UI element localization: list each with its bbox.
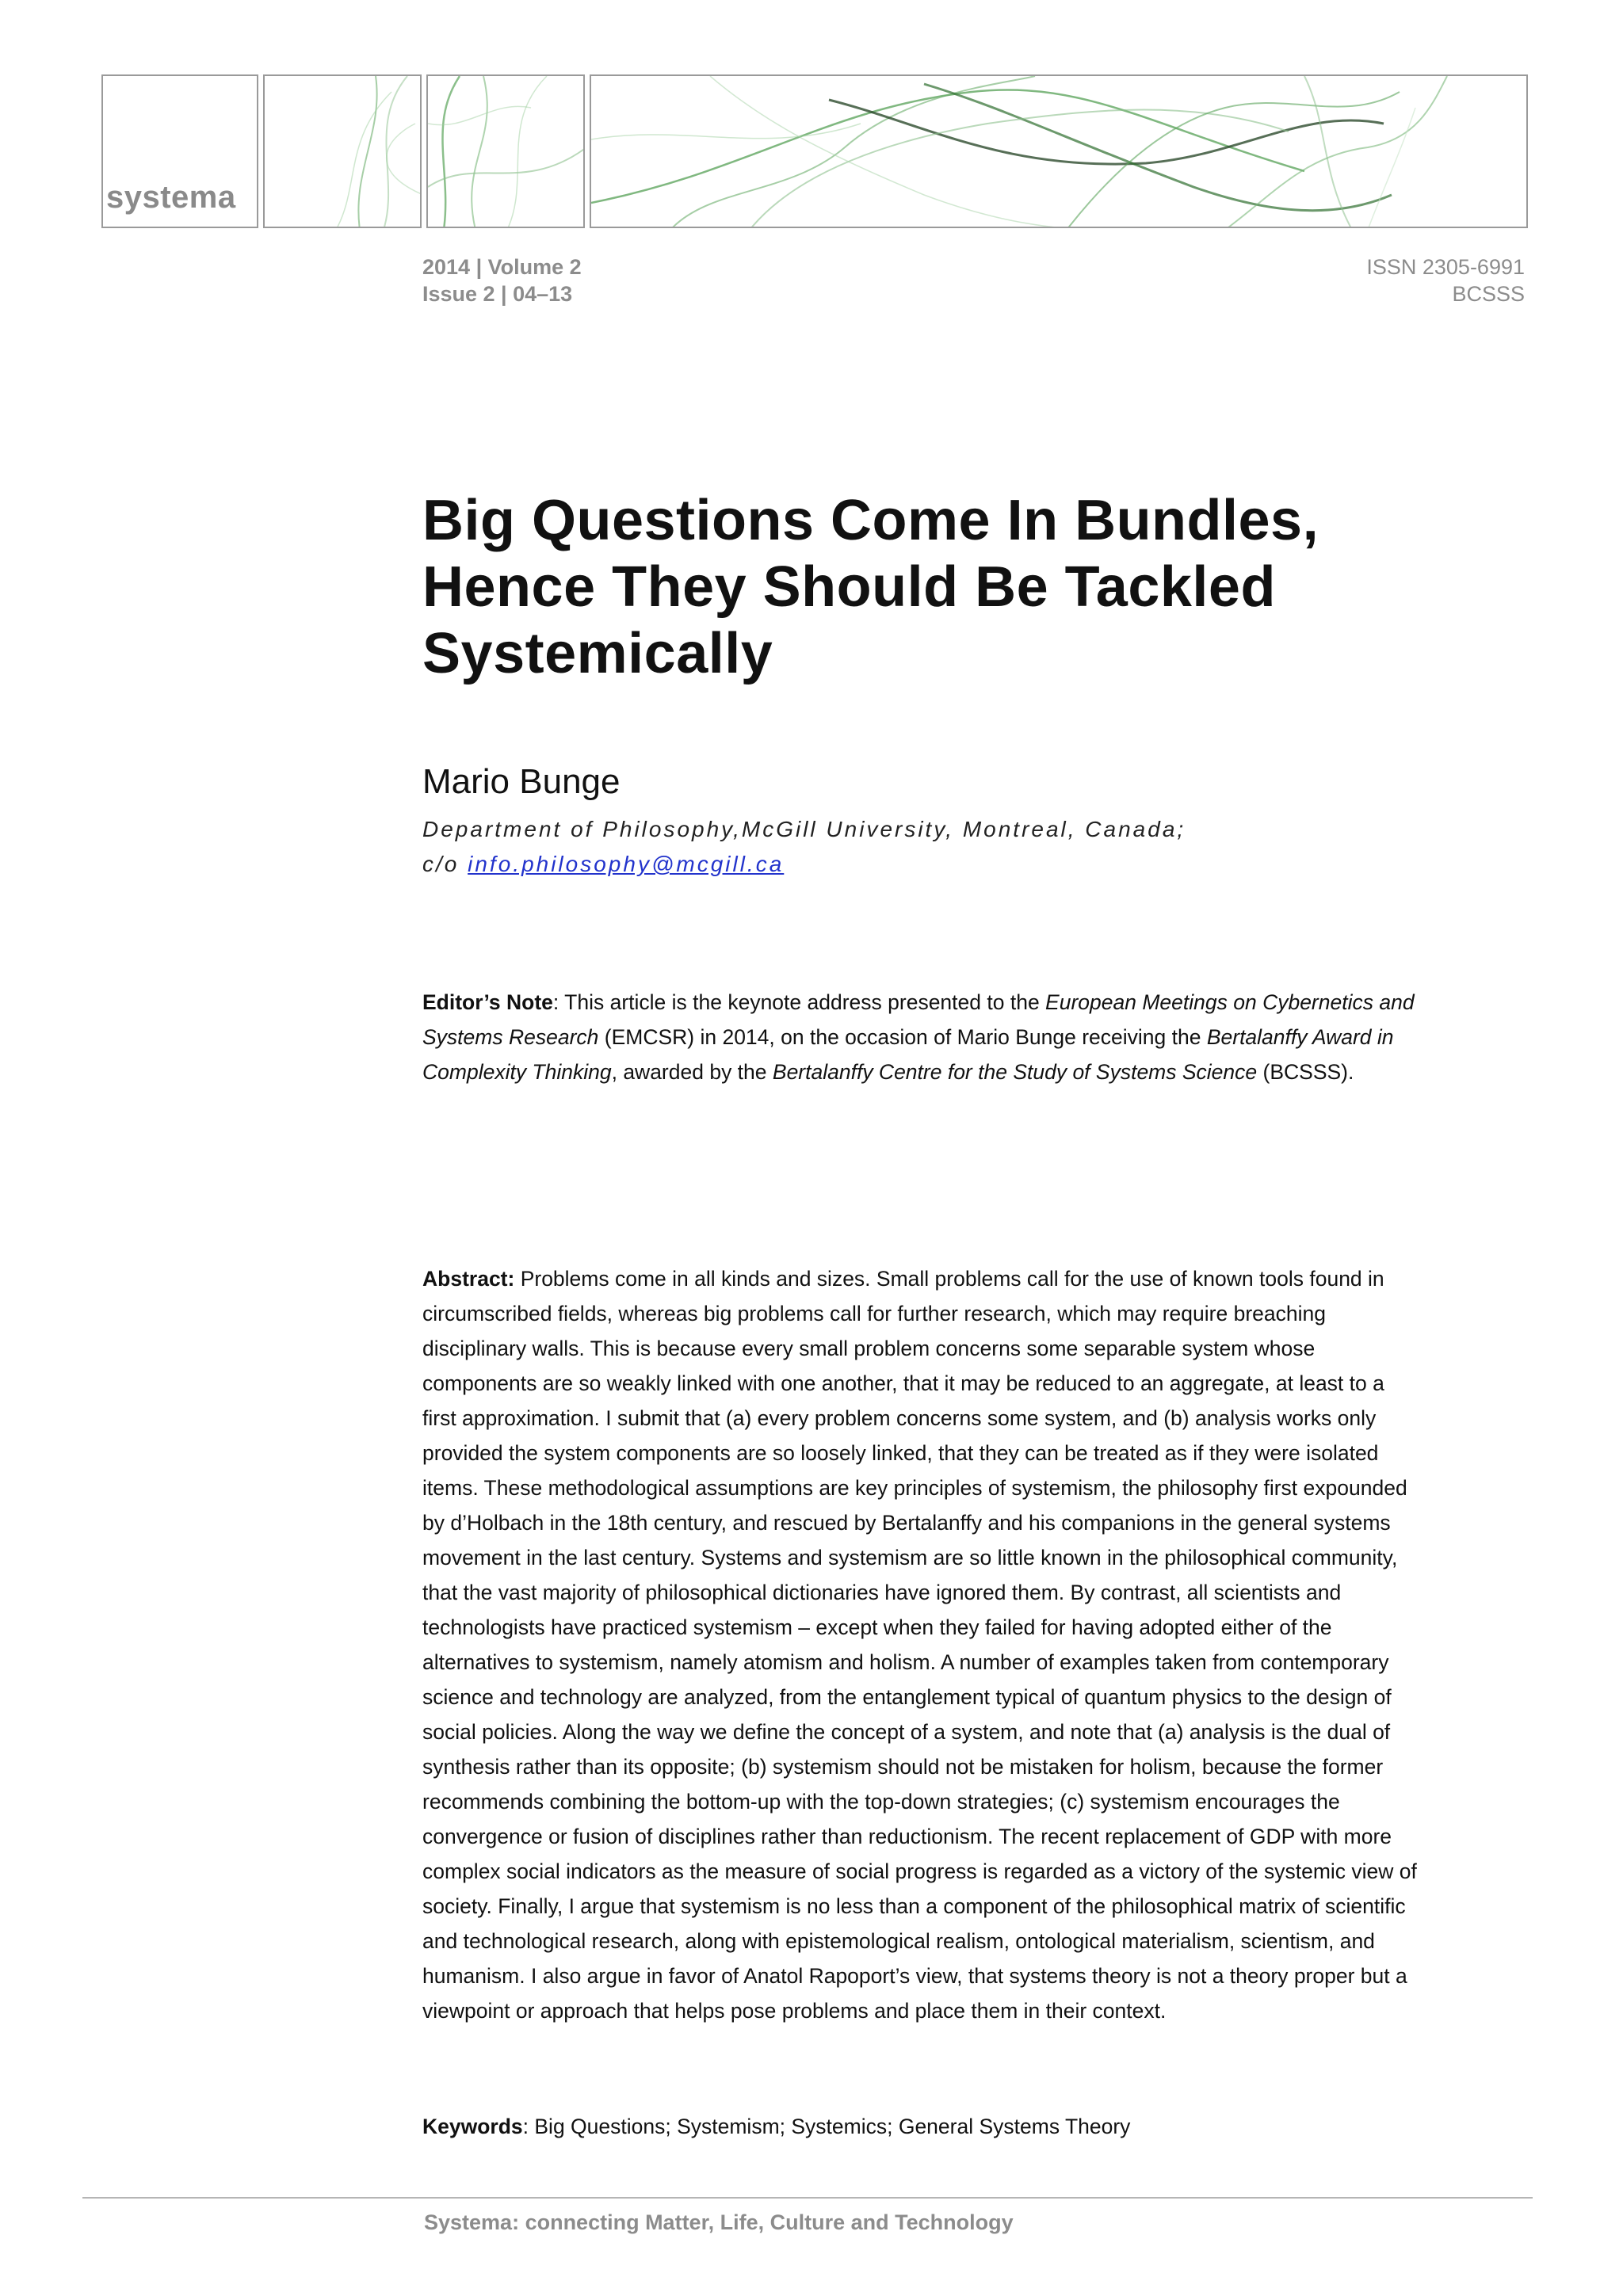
title-line: Big Questions Come In Bundles, [422, 489, 1319, 552]
publisher: BCSSS [1452, 282, 1525, 306]
banner-panel-2 [426, 74, 585, 228]
title-line: Systemically [422, 622, 773, 685]
author-name: Mario Bunge [422, 762, 621, 801]
keywords [422, 2109, 1421, 2144]
editors-note-text: , awarded by the [611, 1060, 773, 1084]
article-title [422, 487, 1453, 687]
author-affiliation [422, 812, 1186, 882]
swirl-art-1 [265, 76, 422, 228]
editors-note-text: (BCSSS). [1257, 1060, 1354, 1084]
abstract [422, 1261, 1421, 2028]
banner-logo-box [101, 74, 258, 228]
editors-note-event: European Meetings on Cybernetics and Systems Research [422, 990, 1415, 1049]
contact-line [422, 847, 1186, 882]
editors-note-text: (EMCSR) in 2014, on the occasion of Mario Bunge receiving the [598, 1025, 1207, 1049]
footer-divider [82, 2197, 1533, 2199]
issue-pages: Issue 2 | 04–13 [422, 282, 573, 306]
swirl-art-2 [428, 76, 585, 228]
footer-tagline: Systema: connecting Matter, Life, Culture and Technology [424, 2210, 1014, 2234]
email-link[interactable]: info.philosophy@mcgill.ca [468, 852, 785, 876]
editors-note-label: Editor’s Note [422, 990, 553, 1014]
abstract-label: Abstract: [422, 1267, 515, 1291]
title-line: Hence They Should Be Tackled [422, 555, 1276, 619]
journal-banner [101, 74, 1528, 231]
journal-identifiers [1366, 254, 1525, 307]
issn: ISSN 2305-6991 [1366, 255, 1525, 279]
year-volume: 2014 | Volume 2 [422, 255, 582, 279]
banner-panel-3 [590, 74, 1528, 228]
swirl-art-3 [591, 76, 1528, 228]
keywords-text: : Big Questions; Systemism; Systemics; General Systems Theory [522, 2115, 1131, 2138]
contact-prefix: c/o [422, 852, 468, 876]
banner-panel-1 [263, 74, 422, 228]
keywords-label: Keywords [422, 2115, 523, 2138]
editors-note-text: : This article is the keynote address presented to the [552, 990, 1046, 1014]
issue-info [422, 254, 582, 307]
editors-note-centre: Bertalanffy Centre for the Study of Systems Science [772, 1060, 1258, 1084]
affiliation-text: Department of Philosophy,McGill University, Montreal, Canada; [422, 817, 1186, 841]
abstract-text: Problems come in all kinds and sizes. Small problems call for the use of known tools found in circumscribed fields, whereas big problems call for further research, which may require breaching disciplinary walls. This is because every small problem concerns some separable system whose components are so weakly linked with one another, that it may be reduced to an aggregate, at least to a first approximation. I submit that (a) every problem concerns some system, and (b) analysis works only provided the system components are so loosely linked, that they can be treated as if they were isolated items. These methodological assumptions are key principles of systemism, the philosophy first expounded by d’Holbach in the 18th century, and rescued by Bertalanffy and his companions in the general systems movement in the last century. Systems and systemism are so little known in the philosophical community, that the vast majority of philosophical dictionaries have ignored them. By contrast, all scientists and technologists have practiced systemism – except when they failed for having adopted either of the alternatives to systemism, namely atomism and holism. A number of examples taken from contemporary science and technology are analyzed, from the entanglement typical of quantum physics to the design of social policies. Along the way we define the concept of a system, and note that (a) analysis is the dual of synthesis rather than its opposite; (b) systemism should not be mistaken for holism, because the former recommends combining the bottom-up with the top-down strategies; (c) systemism encourages the convergence or fusion of disciplines rather than reductionism. The recent replacement of GDP with more complex social indicators as the measure of social progress is regarded as a victory of the systemic view of society. Finally, I argue that systemism is no less than a component of the philosophical matrix of scientific and technological research, along with epistemological realism, ontological materialism, scientism, and humanism. I also argue in favor of Anatol Rapoport’s view, that systems theory is not a theory proper but a viewpoint or approach that helps pose problems and place them in their context. [422, 1267, 1417, 2023]
editors-note [422, 985, 1421, 1089]
editors-note-award: Bertalanffy Award in Complexity Thinking [422, 1025, 1394, 1084]
journal-logo: systema [106, 180, 236, 215]
